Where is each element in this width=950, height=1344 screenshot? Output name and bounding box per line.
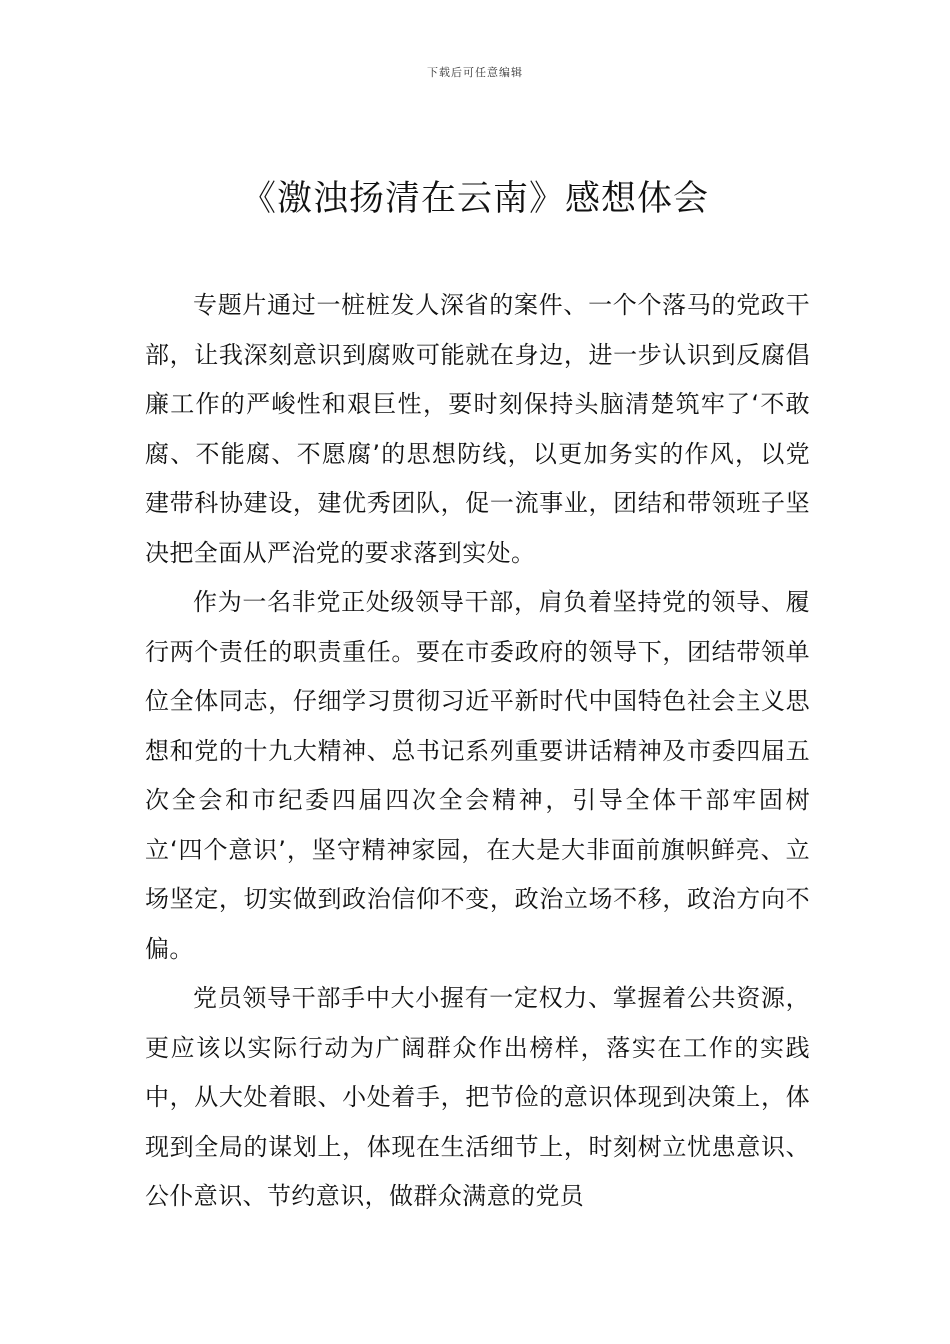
paragraph-1: 专题片通过一桩桩发人深省的案件、一个个落马的党政干部，让我深刻意识到腐败可能就在身边，进一步认识到反腐倡廉工作的严峻性和艰巨性，要时刻保持头脑清楚筑牢了‘不敢腐、不能腐、不愿腐’的思想防线，以更加务实的作风，以党建带科协建设，建优秀团队，促一流事业，团结和带领班子坚决把全面从严治党的要求落到实处。 xyxy=(145,291,810,567)
paragraph-3: 党员领导干部手中大小握有一定权力、掌握着公共资源，更应该以实际行动为广阔群众作出榜样，落实在工作的实践中，从大处着眼、小处着手，把节俭的意识体现到决策上，体现到全局的谋划上，体现在生活细节上，时刻树立忧患意识、公仆意识、节约意识，做群众满意的党员 xyxy=(145,984,810,1210)
header-note: 下载后可任意编辑 xyxy=(427,66,523,79)
paragraph-2: 作为一名非党正处级领导干部，肩负着坚持党的领导、履行两个责任的职责重任。要在市委政府的领导下，团结带领单位全体同志，仔细学习贯彻习近平新时代中国特色社会主义思想和党的十九大精神、总书记系列重要讲话精神及市委四届五次全会和市纪委四届四次全会精神，引导全体干部牢固树立‘四个意识’，坚守精神家园，在大是大非面前旗帜鲜亮、立场坚定，切实做到政治信仰不变，政治立场不移，政治方向不偏。 xyxy=(145,588,810,963)
document-body xyxy=(145,281,810,1222)
document-title: 《激浊扬清在云南》感想体会 xyxy=(240,179,709,219)
